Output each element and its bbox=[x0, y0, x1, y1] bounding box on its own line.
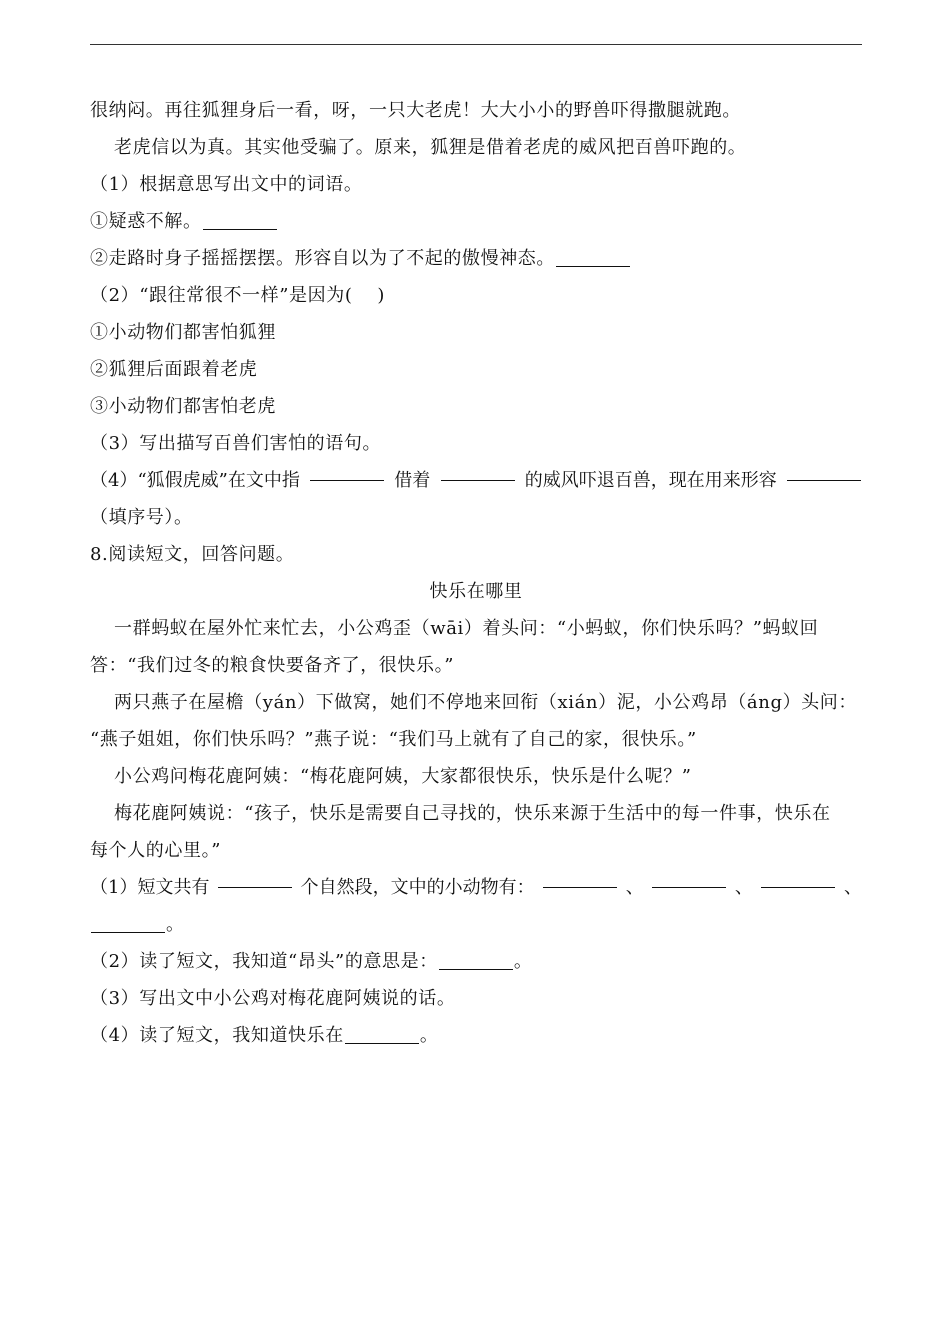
answer-blank[interactable] bbox=[441, 462, 515, 481]
separator: 、 bbox=[625, 877, 644, 898]
answer-blank[interactable] bbox=[556, 248, 630, 267]
q8-question1-cont bbox=[90, 906, 862, 943]
q7-part1-item-a bbox=[90, 203, 862, 240]
story-line-2: 老虎信以为真。其实他受骗了。原来，狐狸是借着老虎的威风把百兽吓跑的。 bbox=[114, 137, 747, 158]
passage-para2-line2: “燕子姐姐，你们快乐吗？”燕子说：“我们马上就有了自己的家，很快乐。” bbox=[90, 729, 697, 750]
header-rule bbox=[90, 44, 862, 45]
q8-question2 bbox=[90, 943, 862, 980]
q7-part4-b: 借着 bbox=[394, 470, 431, 491]
answer-blank[interactable] bbox=[543, 869, 617, 888]
q8-q1-b: 个自然段，文中的小动物有： bbox=[300, 877, 535, 898]
answer-blank[interactable] bbox=[218, 869, 292, 888]
passage-para1-line2: 答：“我们过冬的粮食快要备齐了，很快乐。” bbox=[90, 655, 455, 676]
q7-part1-b-text: ②走路时身子摇摇摆摆。形容自以为了不起的傲慢神态。 bbox=[90, 248, 555, 269]
q7-option-2: ②狐狸后面跟着老虎 bbox=[90, 359, 258, 380]
q8-q2-text: （2）读了短文，我知道“昂头”的意思是： bbox=[90, 951, 438, 972]
q7-option-1: ①小动物们都害怕狐狸 bbox=[90, 322, 276, 343]
answer-blank[interactable] bbox=[439, 951, 513, 970]
answer-blank[interactable] bbox=[310, 462, 384, 481]
q8-question3: （3）写出文中小公鸡对梅花鹿阿姨说的话。 bbox=[90, 988, 456, 1009]
q7-part4-tail: （填序号）。 bbox=[90, 507, 193, 528]
answer-blank[interactable] bbox=[91, 914, 165, 933]
q7-part4 bbox=[90, 462, 862, 499]
q7-part1-a-text: ①疑惑不解。 bbox=[90, 211, 202, 232]
answer-blank[interactable] bbox=[203, 211, 277, 230]
answer-blank[interactable] bbox=[761, 869, 835, 888]
q7-part3: （3）写出描写百兽们害怕的语句。 bbox=[90, 433, 382, 454]
passage-para3: 小公鸡问梅花鹿阿姨：“梅花鹿阿姨，大家都很快乐，快乐是什么呢？” bbox=[114, 766, 692, 787]
separator: 、 bbox=[734, 877, 753, 898]
passage-para1-line1: 一群蚂蚁在屋外忙来忙去，小公鸡歪（wāi）着头问：“小蚂蚁，你们快乐吗？”蚂蚁回 bbox=[114, 618, 819, 639]
period: 。 bbox=[166, 914, 185, 935]
answer-blank[interactable] bbox=[345, 1025, 419, 1044]
q7-part1-item-b bbox=[90, 240, 862, 277]
q8-question4 bbox=[90, 1017, 862, 1054]
passage-para2-line1: 两只燕子在屋檐（yán）下做窝，她们不停地来回衔（xián）泥，小公鸡昂（áng）头问： bbox=[114, 692, 857, 713]
q8-header: 8.阅读短文，回答问题。 bbox=[90, 544, 295, 565]
q8-q4-text: （4）读了短文，我知道快乐在 bbox=[90, 1025, 344, 1046]
passage-para4-line2: 每个人的心里。” bbox=[90, 840, 222, 861]
q8-question1 bbox=[90, 869, 862, 906]
answer-blank[interactable] bbox=[652, 869, 726, 888]
passage-para4-line1: 梅花鹿阿姨说：“孩子，快乐是需要自己寻找的，快乐来源于生活中的每一件事，快乐在 bbox=[114, 803, 831, 824]
q8-q1-a: （1）短文共有 bbox=[90, 877, 210, 898]
q7-part4-c: 的威风吓退百兽，现在用来形容 bbox=[524, 470, 777, 491]
q7-part1: （1）根据意思写出文中的词语。 bbox=[90, 174, 363, 195]
period: 。 bbox=[513, 951, 533, 972]
q7-part4-a: （4）“狐假虎威”在文中指 bbox=[90, 470, 300, 491]
story-line-1: 很纳闷。再往狐狸身后一看，呀，一只大老虎！大大小小的野兽吓得撒腿就跑。 bbox=[90, 100, 741, 121]
document-body bbox=[90, 92, 862, 1054]
period: 。 bbox=[419, 1025, 439, 1046]
q7-option-3: ③小动物们都害怕老虎 bbox=[90, 396, 276, 417]
passage-title: 快乐在哪里 bbox=[429, 581, 523, 602]
answer-blank[interactable] bbox=[787, 462, 861, 481]
q7-part2: （2）“跟往常很不一样”是因为( ) bbox=[90, 285, 386, 306]
separator: 、 bbox=[843, 877, 862, 898]
